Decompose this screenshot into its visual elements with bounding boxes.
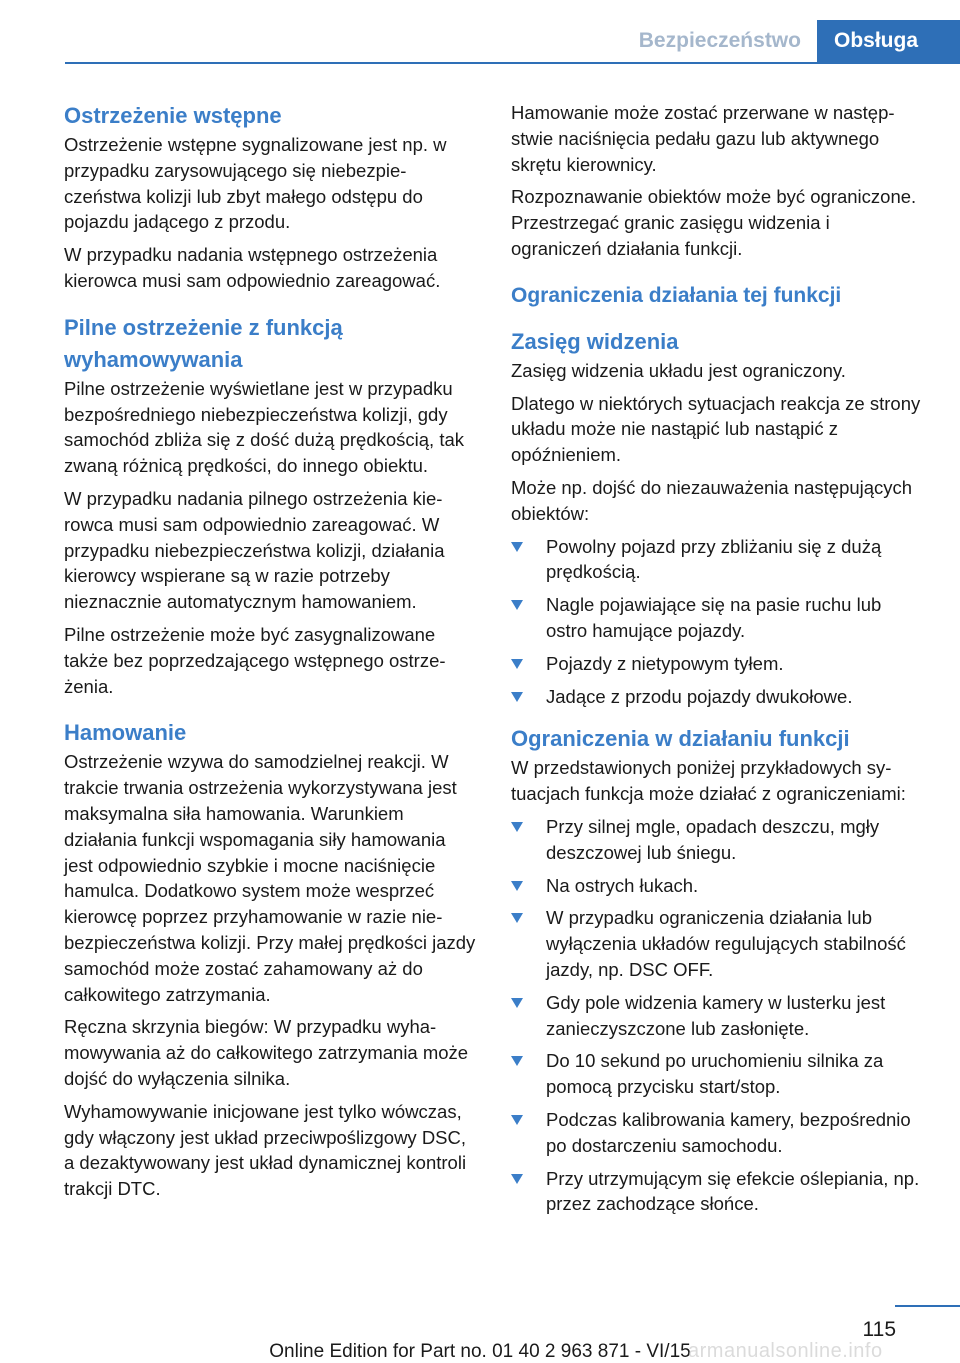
list-item-text: Przy utrzymującym się efekcie oślepiania, np. przez zachodzące słońce. — [546, 1167, 920, 1215]
list-item — [511, 814, 923, 866]
list-item-text: Powolny pojazd przy zbliżaniu się z dużą prędkością. — [546, 535, 882, 583]
active-chapter-tab: Obsługa — [817, 20, 960, 62]
paragraph: Zasięg widzenia układu jest ograniczony. — [511, 359, 846, 381]
paragraph: W przypadku nadania pilnego ostrzeżenia kierowca musi sam odpowiednio zareagować. W przypadku niebezpieczeństwa kolizji, działania kierowcy wspierane są w razie potrzeby nieznacznie automatycznym hamowaniem. — [64, 487, 445, 613]
list-item — [511, 684, 923, 710]
section-label: Bezpieczeństwo — [638, 29, 801, 52]
triangle-bullet-icon — [511, 542, 523, 552]
heading-function-limits: Ograniczenia działania tej funkcji — [511, 283, 842, 307]
left-column — [64, 100, 476, 1209]
list-item — [511, 990, 923, 1042]
list-item — [511, 592, 923, 644]
list-item-text: Na ostrych łukach. — [546, 874, 699, 896]
list-item-text: Przy silnej mgle, opadach deszczu, mgły deszczowej lub śniegu. — [546, 815, 880, 863]
page-number: 115 — [862, 1318, 896, 1341]
paragraph: Ręczna skrzynia biegów: W przypadku wyhamowywania aż do całkowitego zatrzymania może dojść do wyłączenia silnika. — [64, 1016, 469, 1089]
paragraph: Pilne ostrzeżenie może być zasygnalizowane także bez poprzedzającego wstępnego ostrzeżenia. — [64, 623, 446, 697]
list-item-text: Jadące z przodu pojazdy dwukołowe. — [546, 685, 853, 707]
header-tabs — [625, 20, 960, 62]
heading-braking: Hamowanie — [64, 720, 187, 746]
triangle-bullet-icon — [511, 1115, 523, 1125]
list-item — [511, 1107, 923, 1159]
right-column — [511, 100, 923, 1224]
paragraph: Hamowanie może zostać przerwane w następstwie naciśnięcia pedału gazu lub aktywnego skrętu kierownicy. — [511, 102, 895, 175]
triangle-bullet-icon — [511, 913, 523, 923]
paragraph: Wyhamowywanie inicjowane jest tylko wówczas, gdy włączony jest układ przeciwpoślizgowy DSC, a dezaktywowany jest układ dynamicznej kontroli trakcji DTC. — [64, 1100, 467, 1200]
triangle-bullet-icon — [511, 692, 523, 702]
paragraph: W przypadku nadania wstępnego ostrzeżenia kierowca musi sam odpowiednio zareagować. — [64, 244, 441, 291]
heading-pre-warning: Ostrzeżenie wstępne — [64, 103, 282, 128]
list-item-text: Podczas kalibrowania kamery, bezpośrednio po dostarczeniu samochodu. — [546, 1108, 911, 1156]
list-item-text: Gdy pole widzenia kamery w lusterku jest zanieczyszczone lub zasłonięte. — [546, 991, 886, 1039]
list-item-text: Nagle pojawiające się na pasie ruchu lub ostro hamujące pojazdy. — [546, 594, 882, 641]
paragraph: W przedstawionych poniżej przykładowych sytuacjach funkcja może działać z ograniczeniami: — [511, 757, 906, 805]
footer-edition: Online Edition for Part no. 01 40 2 963 871 - VI/15 — [269, 1341, 691, 1362]
watermark: armanualsonline.info — [688, 1340, 883, 1362]
list-item — [511, 873, 923, 899]
list-item — [511, 1048, 923, 1100]
triangle-bullet-icon — [511, 659, 523, 669]
list-item-text: Pojazdy z nietypowym tyłem. — [546, 652, 784, 674]
heading-detection-range: Zasięg widzenia — [511, 328, 679, 354]
bullet-list-detection — [511, 534, 923, 710]
footer-rule — [895, 1305, 960, 1307]
paragraph: Dlatego w niektórych sytuacjach reakcja ze strony układu może nie nastąpić lub nastąpić z opóźnieniem. — [511, 392, 921, 466]
list-item-text: Do 10 sekund po uruchomieniu silnika za pomocą przycisku start/stop. — [546, 1050, 884, 1098]
paragraph: Pilne ostrzeżenie wyświetlane jest w przypadku bezpośredniego niebezpieczeństwa kolizji, gdy samochód zbliża się z dość dużą prędkością, tak zwaną różnicą prędkości, do innego obiektu. — [64, 377, 465, 477]
list-item — [511, 651, 923, 677]
triangle-bullet-icon — [511, 600, 523, 610]
list-item — [511, 1166, 923, 1218]
list-item — [511, 905, 923, 982]
paragraph: Ostrzeżenie wzywa do samodzielnej reakcji. W trakcie trwania ostrzeżenia wykorzystywana jest maksymalna siła hamowania. Warunkiem działania funkcji wspomagania siły hamowania jest odpowiednio szybkie i mocne naciśnięcie hamulca. Dodatkowo system może wesprzeć kierowcę poprzez przyhamowanie w razie niebezpieczeństwa kolizji. Przy małej prędkości jazdy samochód może zostać zahamowany aż do całkowitego zatrzymania. — [64, 751, 476, 1005]
list-item — [511, 534, 923, 586]
triangle-bullet-icon — [511, 1174, 523, 1184]
bullet-list-limits — [511, 814, 923, 1217]
paragraph: Ostrzeżenie wstępne sygnalizowane jest np. w przypadku zarysowującego się niebezpieczeństwa kolizji lub zbyt małego odstępu do pojazdu jadącego z przodu. — [64, 134, 447, 233]
triangle-bullet-icon — [511, 881, 523, 891]
paragraph: Może np. dojść do niezauważenia następujących obiektów: — [511, 476, 913, 524]
triangle-bullet-icon — [511, 1056, 523, 1066]
heading-operating-limits: Ograniczenia w działaniu funkcji — [511, 726, 850, 752]
list-item-text: W przypadku ograniczenia działania lub wyłączenia układów regulujących stabilność jazdy, np. DSC OFF. — [546, 907, 906, 980]
paragraph: Rozpoznawanie obiektów może być ograniczone. Przestrzegać granic zasięgu widzenia i ograniczeń działania funkcji. — [511, 186, 917, 259]
triangle-bullet-icon — [511, 822, 523, 832]
heading-acute-warning: Pilne ostrzeżenie z funkcją wyhamowywania — [64, 314, 343, 372]
header-rule — [65, 62, 960, 64]
triangle-bullet-icon — [511, 998, 523, 1008]
